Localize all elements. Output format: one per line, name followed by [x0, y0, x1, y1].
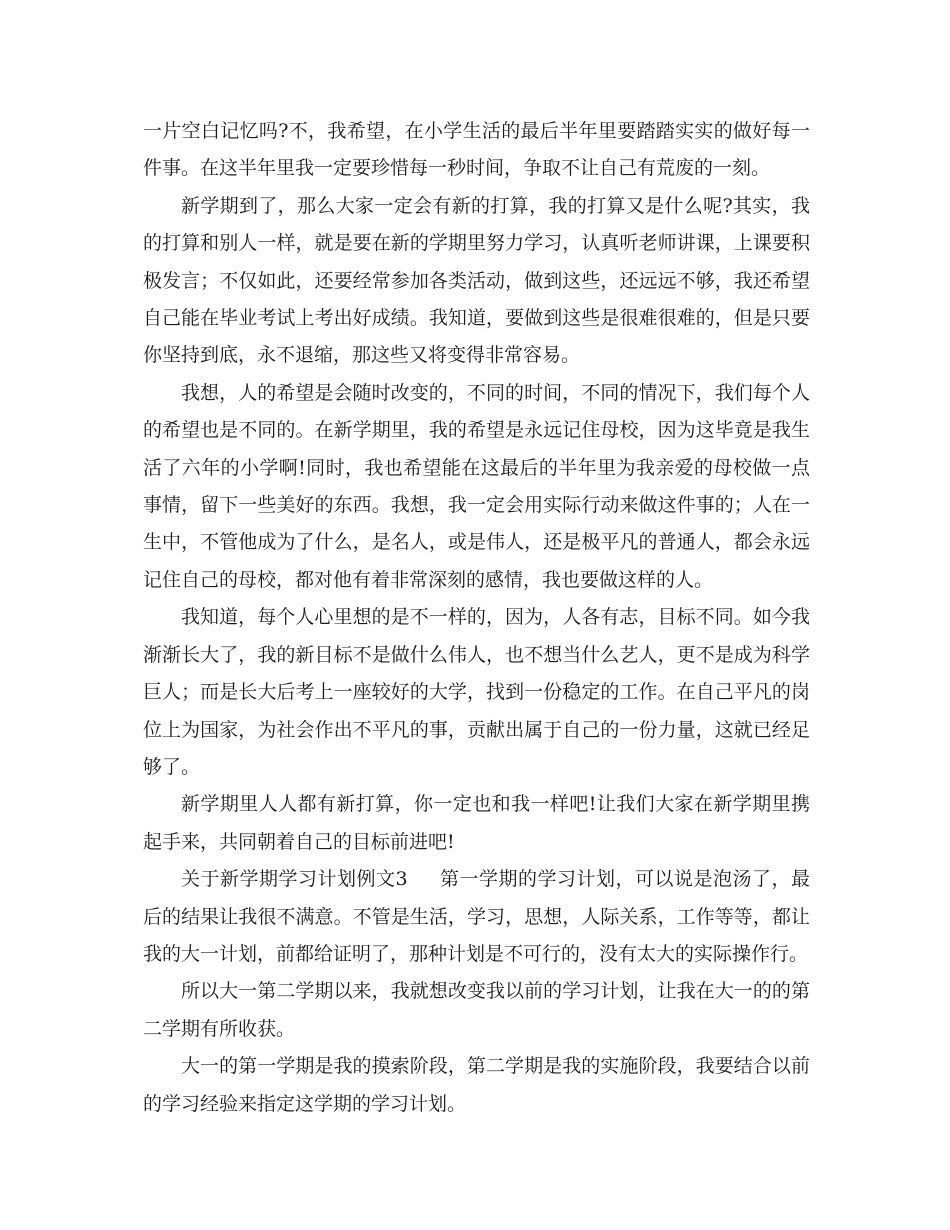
- paragraph-4: 我知道，每个人心里想的是不一样的，因为，人各有志，目标不同。如今我渐渐长大了，我的新目标不是做什么伟人，也不想当什么艺人，更不是成为科学巨人；而是长大后考上一座较好的大学，找到一份稳定的工作。在自己平凡的岗位上为国家，为社会作出不平凡的事，贡献出属于自己的一份力量，这就已经足够了。: [143, 606, 810, 778]
- paragraph-6: [143, 861, 810, 973]
- paragraph-2: 新学期到了，那么大家一定会有新的打算，我的打算又是什么呢?其实，我的打算和别人一样，就是要在新的学期里努力学习，认真听老师讲课，上课要积极发言；不仅如此，还要经常参加各类活动，做到这些，还远远不够，我还希望自己能在毕业考试上考出好成绩。我知道，要做到这些是很难很难的，但是只要你坚持到底，永不退缩，那这些又将变得非常容易。: [143, 194, 810, 367]
- paragraph-7: 所以大一第二学期以来，我就想改变我以前的学习计划，让我在大一的的第二学期有所收获。: [143, 980, 810, 1040]
- section-heading: 关于新学期学习计划例文3: [181, 868, 408, 891]
- paragraph-5: 新学期里人人都有新打算，你一定也和我一样吧!让我们大家在新学期里携起手来，共同朝着自己的目标前进吧!: [143, 793, 810, 853]
- paragraph-6-text: 第一学期的学习计划，可以说是泡汤了，最后的结果让我很不满意。不管是生活，学习，思想，人际关系，工作等等，都让我的大一计划，前都给证明了，那种计划是不可行的，没有太大的实际操作行。: [143, 868, 810, 965]
- document-body: [143, 113, 810, 1123]
- paragraph-3: 我想，人的希望是会随时改变的，不同的时间，不同的情况下，我们每个人的希望也是不同的。在新学期里，我的希望是永远记住母校，因为这毕竟是我生活了六年的小学啊!同时，我也希望能在这最后的半年里为我亲爱的母校做一点事情，留下一些美好的东西。我想，我一定会用实际行动来做这件事的；人在一生中，不管他成为了什么，是名人，或是伟人，还是极平凡的普通人，都会永远记住自己的母校，都对他有着非常深刻的感情，我也要做这样的人。: [143, 381, 810, 591]
- paragraph-8: 大一的第一学期是我的摸索阶段，第二学期是我的实施阶段，我要结合以前的学习经验来指定这学期的学习计划。: [143, 1055, 810, 1115]
- paragraph-1: 一片空白记忆吗?不，我希望，在小学生活的最后半年里要踏踏实实的做好每一件事。在这半年里我一定要珍惜每一秒时间，争取不让自己有荒废的一刻。: [143, 120, 810, 180]
